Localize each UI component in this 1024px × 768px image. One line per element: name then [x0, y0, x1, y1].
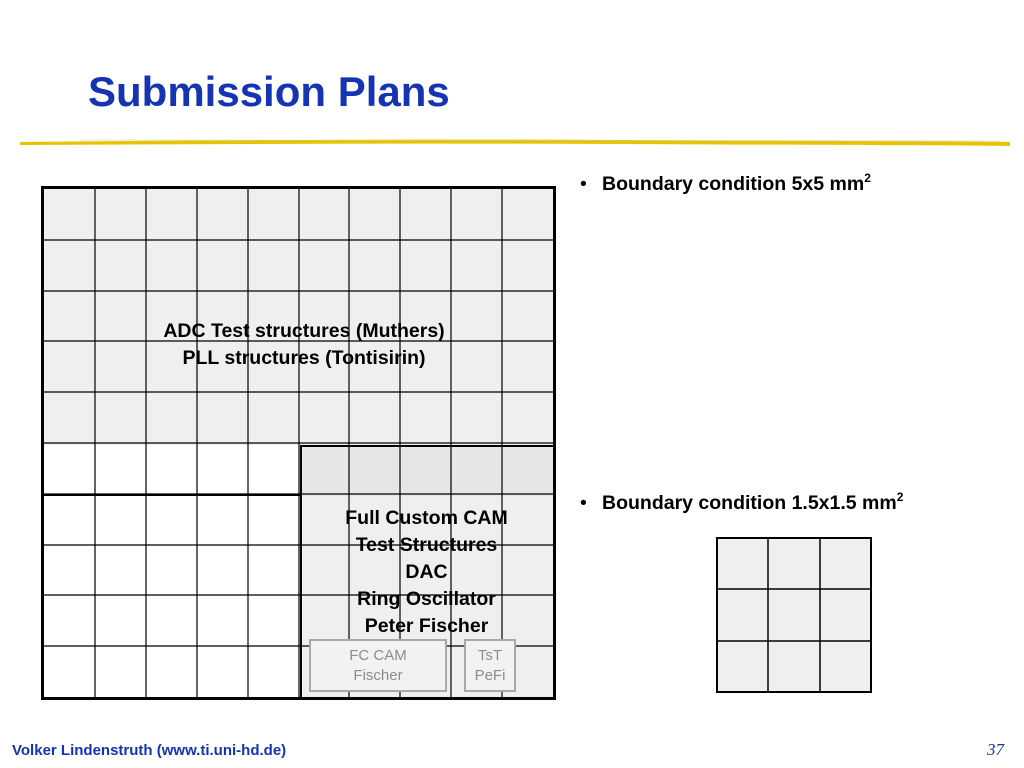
fc-label-line-3: DAC — [405, 561, 448, 583]
fc-cam-box-line-2: Fischer — [353, 667, 403, 684]
bullet-superscript: 2 — [896, 490, 904, 504]
title-underline — [20, 128, 1010, 152]
die-floorplan-grid — [41, 186, 556, 700]
fc-cam-box — [309, 639, 447, 692]
tst-box-line-1: TsT — [477, 647, 503, 664]
full-custom-label — [300, 505, 553, 640]
fc-label-line-4: Ring Oscillator — [357, 588, 496, 610]
fc-label-line-5: Peter Fischer — [364, 615, 489, 637]
adc-label-line-2: PLL structures (Tontisirin) — [182, 347, 426, 369]
fc-label-line-2: Test Structures — [355, 534, 498, 556]
bullet-superscript: 2 — [864, 171, 871, 185]
footer-author: Volker Lindenstruth (www.ti.uni-hd.de) — [12, 742, 287, 759]
bullet-dot: • — [580, 492, 587, 514]
bullet-text: Boundary condition 5x5 mm — [602, 173, 865, 195]
adc-label-line-1: ADC Test structures (Muthers) — [163, 320, 445, 342]
bullet-dot: • — [580, 173, 587, 195]
adc-label — [84, 318, 524, 372]
bullet-text: Boundary condition 1.5x1.5 mm — [602, 492, 897, 514]
small-grid-border — [717, 538, 871, 692]
small-die-grid — [716, 537, 872, 693]
bullet-boundary-5x5 — [580, 171, 871, 196]
tst-box — [464, 639, 516, 692]
slide-title: Submission Plans — [88, 68, 450, 115]
fc-cam-box-line-1: FC CAM — [349, 647, 407, 664]
page-number: 37 — [987, 740, 1004, 759]
tst-box-line-2: PeFi — [474, 667, 506, 684]
fc-label-line-1: Full Custom CAM — [345, 507, 508, 529]
bullet-boundary-1-5x1-5 — [580, 490, 903, 515]
unassigned-outline — [44, 494, 302, 697]
